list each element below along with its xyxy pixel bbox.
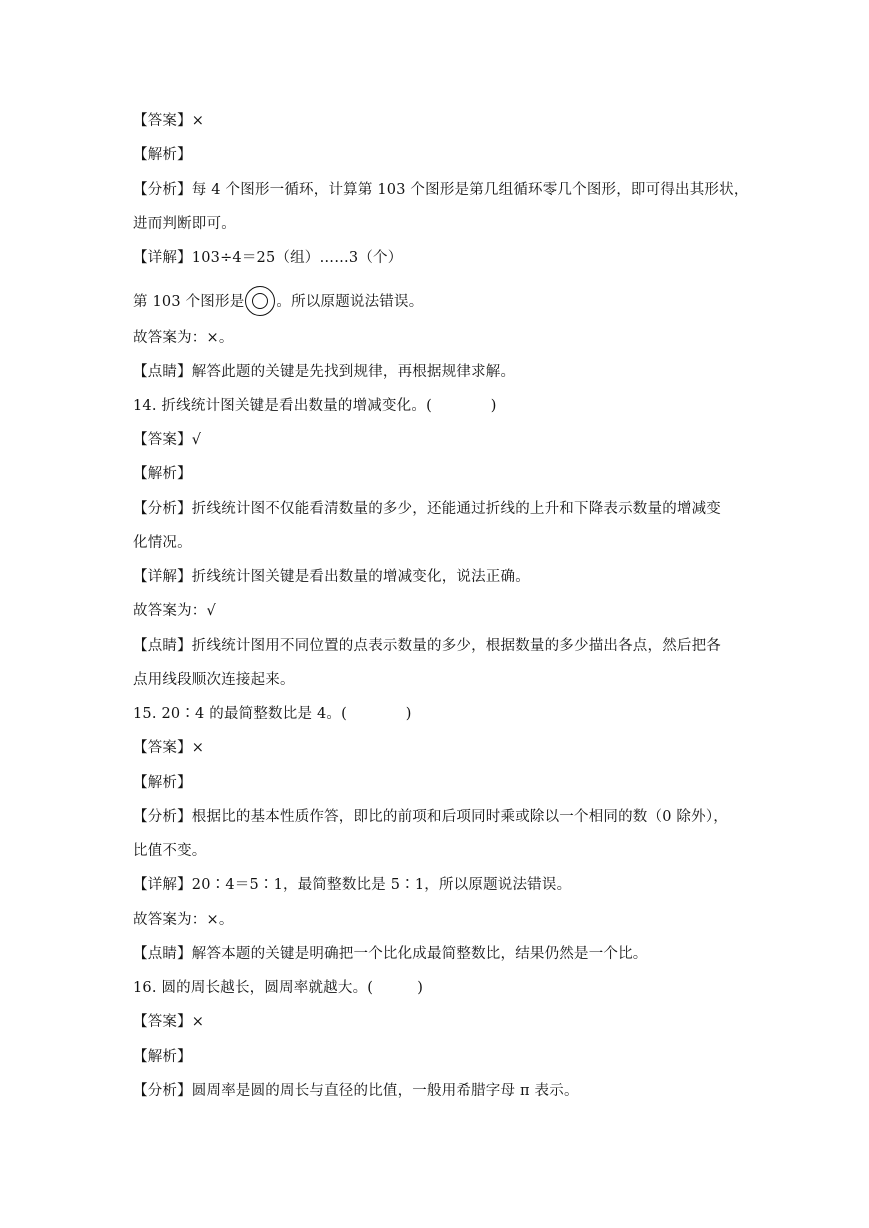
q14-dianjing-line-2: 点用线段顺次连接起来。	[133, 672, 295, 688]
q16-fenxi-line-1: 【分析】圆周率是圆的周长与直径的比值，一般用希腊字母 π 表示。	[133, 1083, 579, 1099]
q13-xiangjie: 【详解】103÷4＝25（组）……3（个）	[133, 250, 403, 266]
q14-answer: 【答案】√	[133, 432, 202, 448]
q13-conclusion: 故答案为：×。	[133, 330, 234, 346]
q15-conclusion: 故答案为：×。	[133, 912, 234, 928]
q14-analysis-heading: 【解析】	[133, 466, 192, 482]
q14-xiangjie: 【详解】折线统计图关键是看出数量的增减变化，说法正确。	[133, 569, 530, 585]
q14-conclusion: 故答案为：√	[133, 603, 216, 619]
q14-fenxi-line-1: 【分析】折线统计图不仅能看清数量的多少，还能通过折线的上升和下降表示数量的增减变	[133, 501, 721, 517]
q16-question: 16. 圆的周长越长，圆周率就越大。( )	[133, 980, 424, 996]
q15-xiangjie: 【详解】20∶4＝5∶1，最简整数比是 5∶1，所以原题说法错误。	[133, 877, 572, 893]
q13-dianjing: 【点睛】解答此题的关键是先找到规律，再根据规律求解。	[133, 364, 516, 380]
q13-fenxi-line-2: 进而判断即可。	[133, 216, 236, 232]
q13-figure-line	[133, 287, 759, 317]
q13-figure-text-after: 。所以原题说法错误。	[276, 294, 424, 310]
q15-analysis-heading: 【解析】	[133, 775, 192, 791]
q16-answer: 【答案】×	[133, 1014, 205, 1030]
q15-fenxi-line-2: 比值不变。	[133, 843, 207, 859]
q15-fenxi-line-1: 【分析】根据比的基本性质作答，即比的前项和后项同时乘或除以一个相同的数（0 除外），	[133, 809, 728, 825]
q14-question: 14. 折线统计图关键是看出数量的增减变化。( )	[133, 398, 497, 414]
double-circle-icon	[245, 286, 275, 316]
q15-dianjing: 【点睛】解答本题的关键是明确把一个比化成最简整数比，结果仍然是一个比。	[133, 946, 648, 962]
q13-figure-text-before: 第 103 个图形是	[133, 294, 245, 310]
q15-question: 15. 20∶4 的最简整数比是 4。( )	[133, 706, 412, 722]
q14-fenxi-line-2: 化情况。	[133, 535, 192, 551]
q13-answer: 【答案】×	[133, 113, 205, 129]
q13-analysis-heading: 【解析】	[133, 147, 192, 163]
q14-dianjing-line-1: 【点睛】折线统计图用不同位置的点表示数量的多少，根据数量的多少描出各点，然后把各	[133, 638, 721, 654]
q15-answer: 【答案】×	[133, 740, 205, 756]
q13-fenxi-line-1: 【分析】每 4 个图形一循环，计算第 103 个图形是第几组循环零几个图形，即可得出其形状，	[133, 182, 749, 198]
q16-analysis-heading: 【解析】	[133, 1049, 192, 1065]
